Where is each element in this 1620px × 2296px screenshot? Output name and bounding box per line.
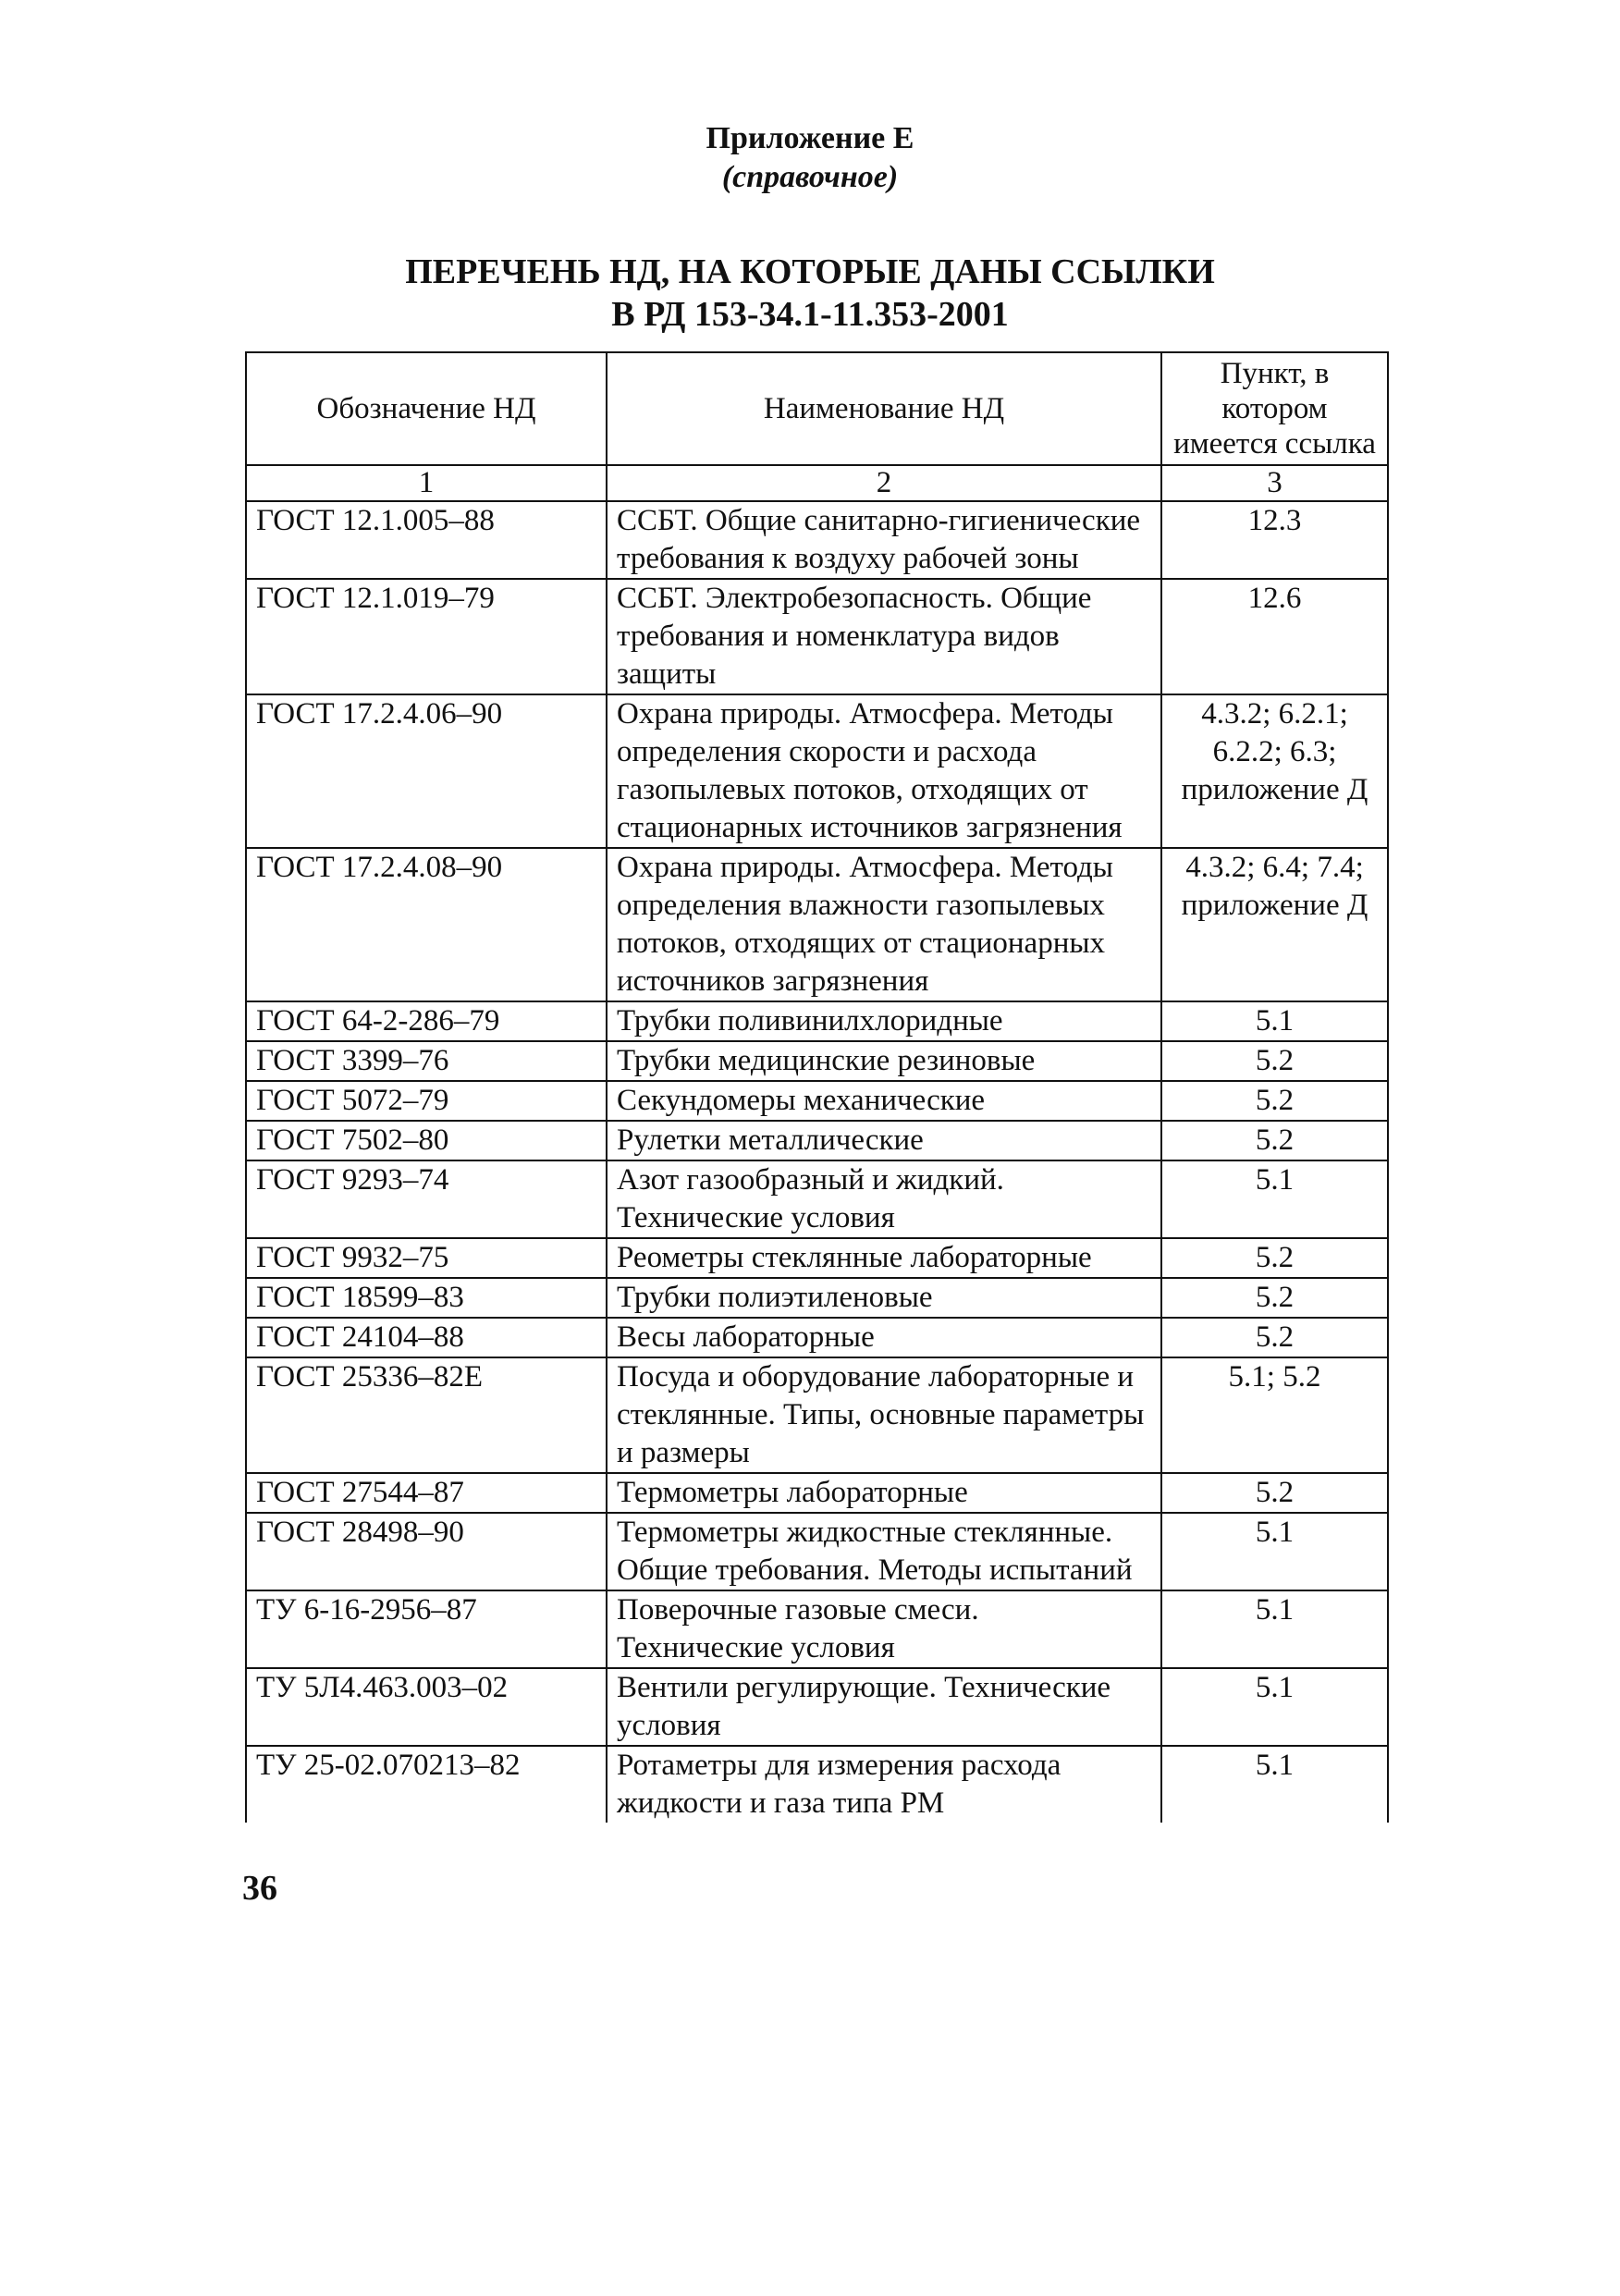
nd-designation: ГОСТ 12.1.005–88 (246, 501, 607, 579)
table-row (246, 848, 1388, 1001)
table-header-row (246, 352, 1388, 465)
column-number-row (246, 465, 1388, 501)
nd-name: Секундомеры механические (607, 1081, 1161, 1121)
table-body (246, 501, 1388, 1823)
nd-designation: ГОСТ 12.1.019–79 (246, 579, 607, 694)
nd-section: 5.2 (1161, 1041, 1388, 1081)
nd-name: Трубки медицинские резиновые (607, 1041, 1161, 1081)
nd-name: Термометры жидкостные стеклянные. Общие требования. Методы испытаний (607, 1513, 1161, 1590)
nd-designation: ТУ 5Л4.463.003–02 (246, 1668, 607, 1746)
table-row (246, 1081, 1388, 1121)
nd-section: 5.1; 5.2 (1161, 1357, 1388, 1473)
table-row (246, 1278, 1388, 1318)
table-row (246, 1001, 1388, 1041)
nd-section: 5.2 (1161, 1081, 1388, 1121)
column-number: 1 (246, 465, 607, 501)
nd-section: 12.3 (1161, 501, 1388, 579)
nd-section: 5.2 (1161, 1473, 1388, 1513)
table-row (246, 579, 1388, 694)
column-number: 2 (607, 465, 1161, 501)
nd-section: 5.2 (1161, 1278, 1388, 1318)
table-row (246, 694, 1388, 848)
nd-designation: ГОСТ 28498–90 (246, 1513, 607, 1590)
header-section: Пункт, в котором имеется ссылка (1161, 352, 1388, 465)
table-row (246, 1160, 1388, 1238)
nd-name: Реометры стеклянные лабораторные (607, 1238, 1161, 1278)
nd-designation: ГОСТ 18599–83 (246, 1278, 607, 1318)
table-row (246, 1590, 1388, 1668)
appendix-subtitle: (справочное) (721, 160, 899, 194)
nd-designation: ГОСТ 5072–79 (246, 1081, 607, 1121)
nd-designation: ТУ 25-02.070213–82 (246, 1746, 607, 1823)
table-row (246, 1121, 1388, 1160)
nd-name: Охрана природы. Атмосфера. Методы определения скорости и расхода газопылевых потоков, отходящих от стационарных источников загрязнения (607, 694, 1161, 848)
nd-name: ССБТ. Электробезопасность. Общие требования и номенклатура видов защиты (607, 579, 1161, 694)
nd-name: Поверочные газовые смеси. Технические условия (607, 1590, 1161, 1668)
nd-name: Ротаметры для измерения расхода жидкости и газа типа РМ (607, 1746, 1161, 1823)
table-row (246, 1746, 1388, 1823)
nd-designation: ГОСТ 3399–76 (246, 1041, 607, 1081)
nd-designation: ГОСТ 7502–80 (246, 1121, 607, 1160)
nd-designation: ГОСТ 27544–87 (246, 1473, 607, 1513)
nd-name: Азот газообразный и жидкий. Технические условия (607, 1160, 1161, 1238)
column-number: 3 (1161, 465, 1388, 501)
nd-designation: ГОСТ 17.2.4.06–90 (246, 694, 607, 848)
page-number: 36 (242, 1869, 277, 1908)
nd-section: 5.1 (1161, 1160, 1388, 1238)
nd-designation: ГОСТ 17.2.4.08–90 (246, 848, 607, 1001)
table-row (246, 1318, 1388, 1357)
nd-section: 4.3.2; 6.2.1; 6.2.2; 6.3; приложение Д (1161, 694, 1388, 848)
nd-designation: ГОСТ 9932–75 (246, 1238, 607, 1278)
references-table (245, 351, 1389, 1823)
nd-name: Трубки поливинилхлоридные (607, 1001, 1161, 1041)
nd-name: Трубки полиэтиленовые (607, 1278, 1161, 1318)
nd-designation: ГОСТ 64-2-286–79 (246, 1001, 607, 1041)
table-row (246, 1357, 1388, 1473)
nd-section: 5.1 (1161, 1001, 1388, 1041)
table-row (246, 1238, 1388, 1278)
nd-section: 5.2 (1161, 1318, 1388, 1357)
appendix-title: Приложение Е (706, 121, 914, 155)
nd-designation: ГОСТ 24104–88 (246, 1318, 607, 1357)
nd-section: 5.1 (1161, 1668, 1388, 1746)
document-subheading: В РД 153-34.1-11.353-2001 (611, 295, 1009, 334)
nd-section: 12.6 (1161, 579, 1388, 694)
header-designation: Обозначение НД (246, 352, 607, 465)
nd-section: 5.1 (1161, 1590, 1388, 1668)
table-row (246, 1513, 1388, 1590)
nd-section: 5.2 (1161, 1238, 1388, 1278)
nd-section: 5.1 (1161, 1746, 1388, 1823)
nd-name: Рулетки металлические (607, 1121, 1161, 1160)
table-row (246, 1041, 1388, 1081)
table-row (246, 501, 1388, 579)
header-name: Наименование НД (607, 352, 1161, 465)
table-row (246, 1473, 1388, 1513)
nd-designation: ТУ 6-16-2956–87 (246, 1590, 607, 1668)
nd-section: 5.1 (1161, 1513, 1388, 1590)
nd-section: 4.3.2; 6.4; 7.4; приложение Д (1161, 848, 1388, 1001)
nd-name: Посуда и оборудование лабораторные и стеклянные. Типы, основные параметры и размеры (607, 1357, 1161, 1473)
nd-designation: ГОСТ 9293–74 (246, 1160, 607, 1238)
nd-designation: ГОСТ 25336–82Е (246, 1357, 607, 1473)
nd-name: Вентили регулирующие. Технические условия (607, 1668, 1161, 1746)
nd-name: Охрана природы. Атмосфера. Методы определения влажности газопылевых потоков, отходящих от стационарных источников загрязнения (607, 848, 1161, 1001)
document-heading: ПЕРЕЧЕНЬ НД, НА КОТОРЫЕ ДАНЫ ССЫЛКИ (405, 252, 1215, 291)
nd-name: Весы лабораторные (607, 1318, 1161, 1357)
table-row (246, 1668, 1388, 1746)
nd-name: Термометры лабораторные (607, 1473, 1161, 1513)
nd-section: 5.2 (1161, 1121, 1388, 1160)
nd-name: ССБТ. Общие санитарно-гигиенические требования к воздуху рабочей зоны (607, 501, 1161, 579)
